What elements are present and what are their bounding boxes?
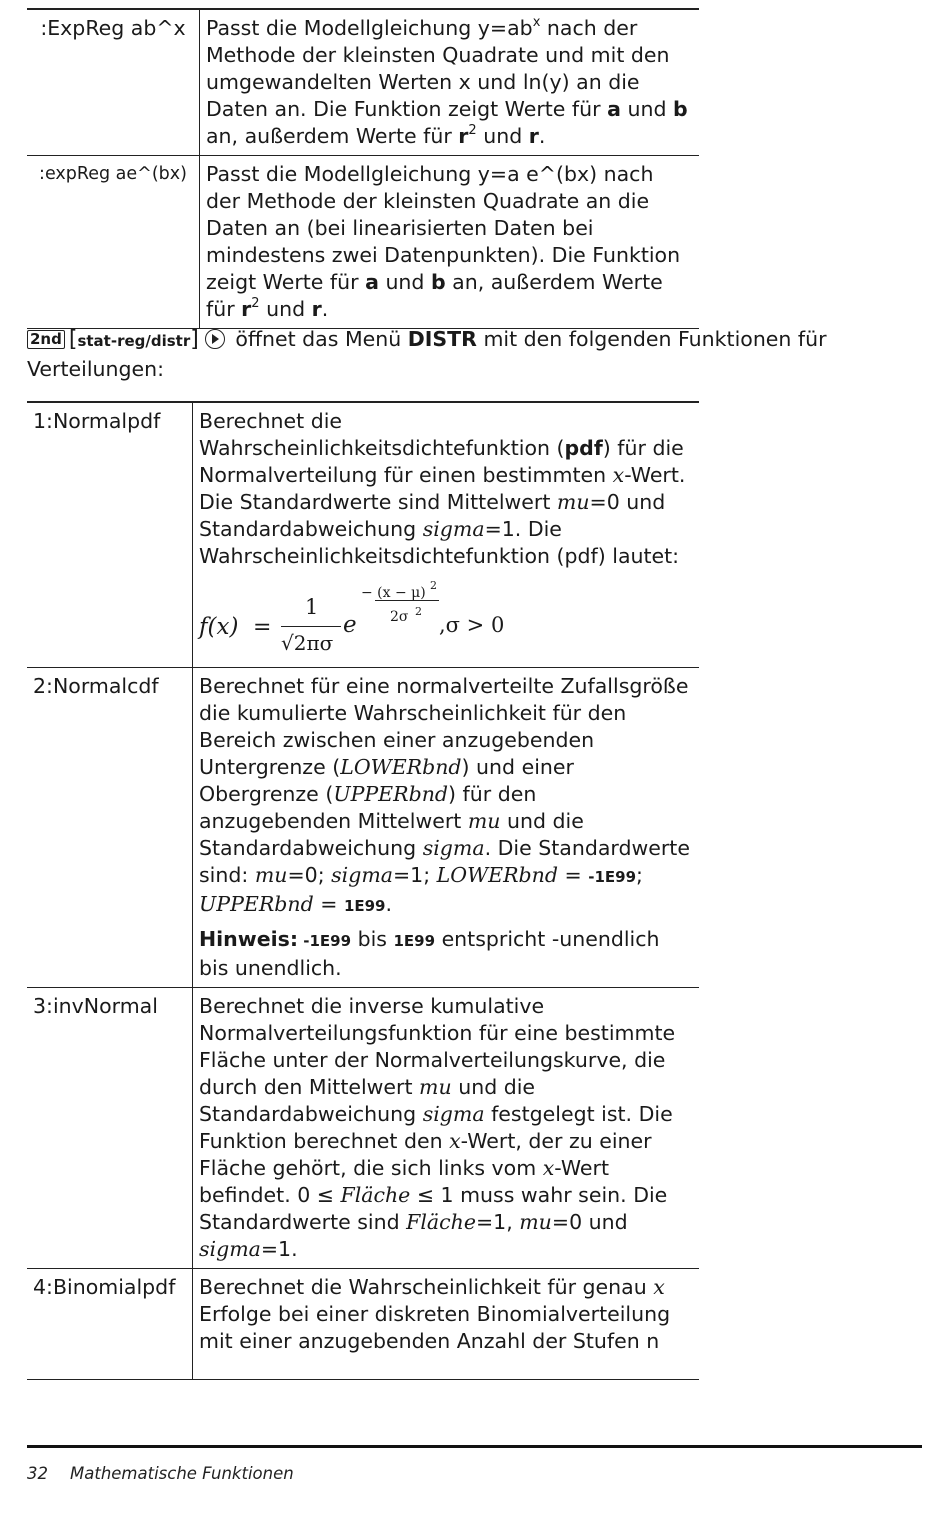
description: Passt die Modellgleichung $y=ab^x$ nach der Methode der kleinsten Quadrate und mit den umgewandelten Werten x und ln(y) an die Daten an. Die Funktion zeigt Werte für a und b an, außerdem Werte für $r^2$ und r.: [200, 9, 700, 156]
section-title: Mathematische Funktionen: [70, 1464, 294, 1483]
normal-pdf-formula: f(x) = 1 √2πσ e − (x − μ) 2 2σ 2 ,σ > 0: [199, 579, 505, 655]
table-row: [27, 156, 699, 329]
menu-name: DISTR: [407, 327, 477, 351]
term-normalcdf: 2:Normalcdf: [27, 668, 193, 988]
term-binomialpdf: 4:Binomialpdf: [27, 1269, 193, 1380]
description: Berechnet die inverse kumulative Normalverteilungsfunktion für eine bestimmte Fläche unter der Normalverteilungskurve, die durch den Mittelwert mu und die Standardabweichung sigma festgelegt ist. Die Funktion berechnet den x-Wert, der zu einer Fläche gehört, die sich links vom x-Wert befindet. 0 ≤ Fläche ≤ 1 muss wahr sein. Die Standardwerte sind Fläche=1, mu=0 und sigma=1.: [193, 988, 700, 1269]
term-expreg-aebx: :expReg ae^(bx): [27, 156, 200, 329]
term-expreg-abx: :ExpReg ab^x: [27, 9, 200, 156]
description: Berechnet die Wahrscheinlichkeit für genau x Erfolge bei einer diskreten Binomialverteilung mit einer anzugebenden Anzahl der Stufen n: [193, 1269, 700, 1380]
page-footer: [27, 1464, 294, 1483]
distr-intro: 2nd [stat-reg/distr] öffnet das Menü DISTR mit den folgenden Funktionen für Verteilungen:: [27, 327, 827, 381]
table-row: [27, 1269, 699, 1380]
note: Hinweis: -1E99 bis 1E99 entspricht -unendlich bis unendlich.: [199, 927, 660, 980]
description: Passt die Modellgleichung y=a e^(bx) nach der Methode der kleinsten Quadrate an die Daten an (bei linearisierten Daten bei mindestens zwei Datenpunkten). Die Funktion zeigt Werte für a und b an, außerdem Werte für $r^2$ und r.: [200, 156, 700, 329]
description: Berechnet für eine normalverteilte Zufallsgröße die kumulierte Wahrscheinlichkeit für den Bereich zwischen einer anzugebenden Untergrenze (LOWERbnd) und einer Obergrenze (UPPERbnd) für den anzugebenden Mittelwert mu und die Standardabweichung sigma. Die Standardwerte sind: mu=0; sigma=1; LOWERbnd = -1E99; UPPERbnd = 1E99. Hinweis: -1E99 bis 1E99 entspricht -unendlich bis unendlich.: [193, 668, 700, 988]
bracket-close: ]: [190, 327, 199, 352]
footer-rule: [27, 1445, 922, 1448]
description: Berechnet die Wahrscheinlichkeitsdichtefunktion (pdf) für die Normalverteilung für einen bestimmten x-Wert. Die Standardwerte sind Mittelwert mu=0 und Standardabweichung sigma=1. Die Wahrscheinlichkeitsdichtefunktion (pdf) lautet: f(x) = 1 √2πσ e − (x − μ) 2 2σ 2 ,σ > 0: [193, 402, 700, 668]
table-row: [27, 668, 699, 988]
distr-table: [27, 401, 699, 1380]
key-2nd: 2nd: [27, 330, 65, 349]
right-arrow-icon: [205, 329, 225, 349]
bracket-open: [: [68, 327, 78, 352]
key-stat-reg-distr: stat-reg/distr: [77, 332, 191, 350]
page-number: 32: [27, 1464, 48, 1483]
table-row: [27, 988, 699, 1269]
term-normalpdf: 1:Normalpdf: [27, 402, 193, 668]
table-row: [27, 402, 699, 668]
regression-table: [27, 8, 699, 329]
table-row: [27, 9, 699, 156]
term-invnormal: 3:invNormal: [27, 988, 193, 1269]
